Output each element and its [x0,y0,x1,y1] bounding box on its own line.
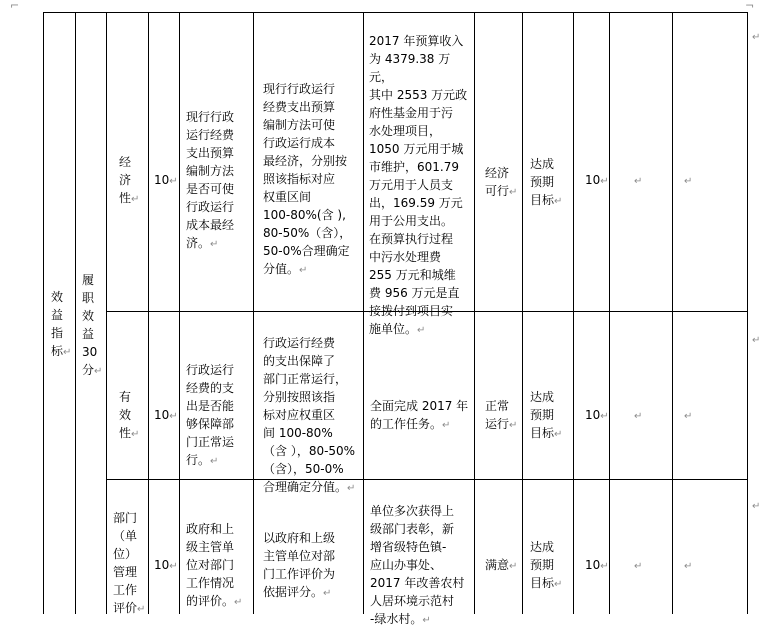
primary-indicator-label: 效 益 指 标 [51,290,64,358]
paragraph-mark: ↵ [131,194,140,205]
paragraph-mark: ↵ [299,265,308,276]
scoring-criteria: 现行行政运行 经费支出预算 编制方法可使 行政运行成本 最经济，分别按 照该指标对应 权重区间 100-80%(含 ), 80-50%（含）， 50-0%合理确定 分值。↵ [263,82,352,276]
crop-mark-top-right: ¬ [745,0,755,12]
paragraph-mark: ↵ [210,456,219,467]
indicator-question: 政府和上 级主管单 位对部门 工作情况 的评价。↵ [186,522,243,608]
secondary-indicator-label: 履 职 效 益 30 分 [82,273,98,377]
row-end-mark: ↵ [752,501,761,512]
indicator-name: 经 济 性↵ [119,155,140,205]
crop-mark-top-left: ⌐ [10,0,20,12]
scoring-criteria: 行政运行经费 的支出保障了 部门正常运行， 分别按照该指 标对应权重区 间 100-80% （含 ），80-50% （含），50-0% 合理确定分值。↵ [263,336,356,494]
paragraph-mark: ↵ [600,561,609,572]
result-value: 达成 预期 目标↵ [530,540,563,590]
actual-performance: 单位多次获得上 级部门表彰，新 增省级特色镇- 应山办事处、 2017 年改善农村 人居环境示范村 -绿水村。↵ [370,504,465,626]
target-value: 满意↵ [485,558,518,572]
paragraph-mark: ↵ [63,347,72,358]
paragraph-mark: ↵ [684,176,693,187]
indicator-weight: 10↵ [154,173,178,187]
empty-cell [684,388,704,426]
paragraph-mark: ↵ [509,420,518,431]
paragraph-mark: ↵ [422,615,431,626]
target-value: 经济 可行↵ [485,166,518,198]
paragraph-mark: ↵ [131,429,140,440]
paragraph-mark: ↵ [210,239,219,250]
score-value: 10↵ [585,408,609,422]
indicator-weight: 10↵ [154,408,178,422]
result-value: 达成 预期 目标↵ [530,157,563,207]
row-end-mark: ↵ [752,335,761,346]
result-value: 达成 预期 目标↵ [530,390,563,440]
paragraph-mark: ↵ [554,196,563,207]
actual-performance: 全面完成 2017 年 的工作任务。↵ [370,399,469,431]
paragraph-mark: ↵ [442,420,451,431]
paragraph-mark: ↵ [323,588,332,599]
score-value: 10↵ [585,173,609,187]
score-value: 10↵ [585,558,609,572]
secondary-indicator-cell [82,253,106,381]
paragraph-mark: ↵ [509,187,518,198]
paragraph-mark: ↵ [600,411,609,422]
actual-performance: 2017 年预算收入 为 4379.38 万元， 其中 2553 万元政 府性基金用于污 水处理项目， 1050 万元用于城 市维护，601.79 万元用于人员支 出，169.59 万元 用于公用支出。 在预算执行过程 中污水处理费 255 万元和城维 费 956 万元是直 接拨付到项目实 施单位。↵ [369,34,468,336]
empty-cell [634,153,654,191]
target-value: 正常 运行↵ [485,399,518,431]
paragraph-mark: ↵ [169,561,178,572]
paragraph-mark: ↵ [634,561,643,572]
paragraph-mark: ↵ [169,411,178,422]
paragraph-mark: ↵ [634,176,643,187]
paragraph-mark: ↵ [509,561,518,572]
scoring-criteria: 以政府和上级 主管单位对部 门工作评价为 依据评分。↵ [263,531,336,599]
paragraph-mark: ↵ [600,176,609,187]
empty-cell [684,153,704,191]
empty-cell [684,538,704,576]
primary-indicator-cell [51,270,75,362]
indicator-name: 有 效 性↵ [119,390,140,440]
empty-cell [634,538,654,576]
paragraph-mark: ↵ [684,411,693,422]
paragraph-mark: ↵ [634,411,643,422]
paragraph-mark: ↵ [347,483,356,494]
paragraph-mark: ↵ [94,366,103,377]
indicator-name: 部门 （单 位） 管理 工作 评价↵ [113,511,146,615]
paragraph-mark: ↵ [684,561,693,572]
paragraph-mark: ↵ [554,429,563,440]
empty-cell [634,388,654,426]
paragraph-mark: ↵ [234,597,243,608]
indicator-question: 现行行政 运行经费 支出预算 编制方法 是否可使 行政运行 成本最经 济。↵ [186,110,235,250]
indicator-question: 行政运行 经费的支 出是否能 够保障部 门正常运 行。↵ [186,363,235,467]
paragraph-mark: ↵ [137,604,146,615]
paragraph-mark: ↵ [554,579,563,590]
indicator-weight: 10↵ [154,558,178,572]
paragraph-mark: ↵ [417,325,426,336]
row-end-mark: ↵ [752,32,761,43]
paragraph-mark: ↵ [169,176,178,187]
